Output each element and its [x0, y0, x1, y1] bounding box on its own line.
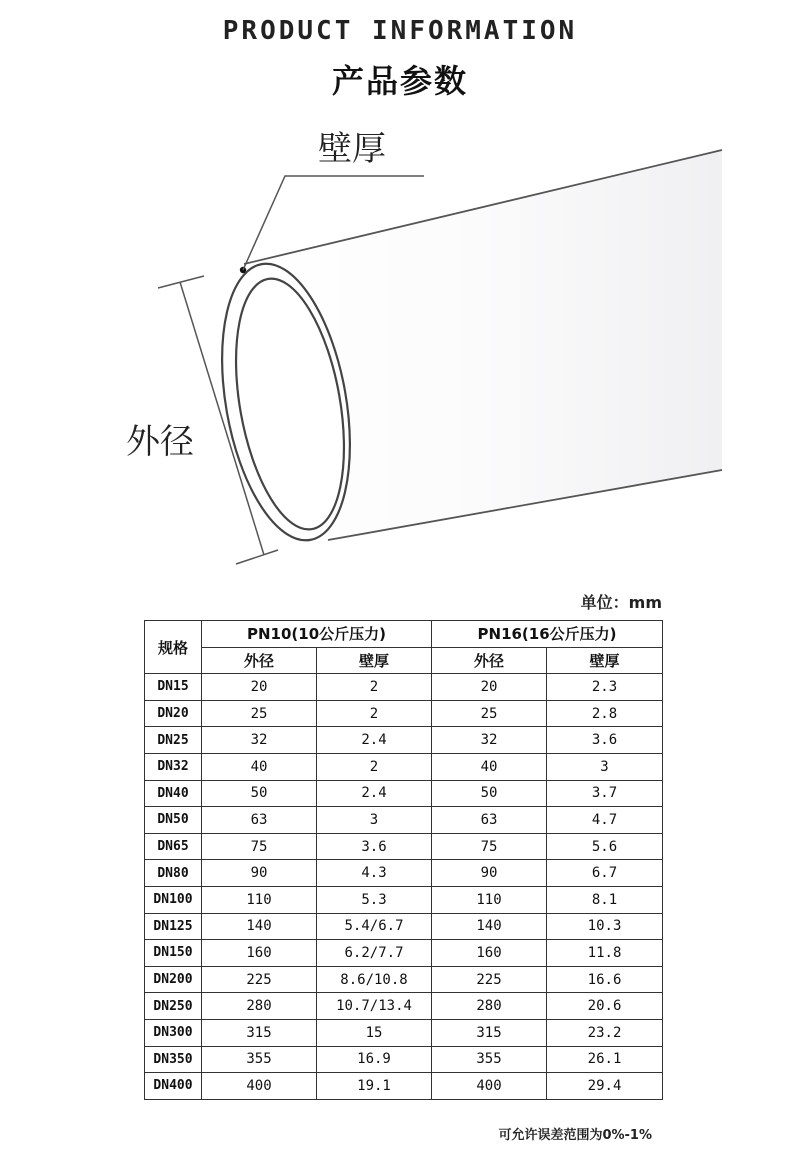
spec-table [144, 620, 663, 1100]
pn10-od-cell: 63 [202, 807, 317, 834]
pn16-wall-cell: 16.6 [547, 966, 663, 993]
table-row [145, 913, 663, 940]
pn16-wall-cell: 11.8 [547, 940, 663, 967]
pn10-od-cell: 40 [202, 753, 317, 780]
spec-cell: DN125 [145, 913, 202, 940]
spec-cell: DN15 [145, 674, 202, 701]
table-row [145, 753, 663, 780]
spec-cell: DN50 [145, 807, 202, 834]
tolerance-note: 可允许误差范围为0%-1% [498, 1128, 652, 1143]
pn16-od-cell: 50 [432, 780, 547, 807]
table-row [145, 860, 663, 887]
pn10-od-header: 外径 [202, 647, 317, 674]
pn16-wall-cell: 2.3 [547, 674, 663, 701]
pn10-wall-cell: 2 [317, 674, 432, 701]
table-row [145, 833, 663, 860]
table-row [145, 780, 663, 807]
spec-cell: DN25 [145, 727, 202, 754]
spec-cell: DN200 [145, 966, 202, 993]
spec-cell: DN20 [145, 700, 202, 727]
pn10-od-cell: 140 [202, 913, 317, 940]
title-chinese: 产品参数 [331, 62, 468, 100]
pn16-wall-cell: 2.8 [547, 700, 663, 727]
spec-cell: DN350 [145, 1046, 202, 1073]
pn10-od-cell: 25 [202, 700, 317, 727]
pn16-od-cell: 63 [432, 807, 547, 834]
pn10-wall-header: 壁厚 [317, 647, 432, 674]
pn16-header: PN16(16公斤压力) [432, 621, 663, 648]
spec-cell: DN400 [145, 1073, 202, 1100]
pn16-wall-cell: 10.3 [547, 913, 663, 940]
table-row [145, 807, 663, 834]
table-row [145, 886, 663, 913]
pn10-od-cell: 20 [202, 674, 317, 701]
pn16-wall-cell: 26.1 [547, 1046, 663, 1073]
pn10-wall-cell: 6.2/7.7 [317, 940, 432, 967]
pn10-wall-cell: 4.3 [317, 860, 432, 887]
od-tick-bottom [236, 550, 278, 564]
pn10-od-cell: 50 [202, 780, 317, 807]
pn10-od-cell: 160 [202, 940, 317, 967]
pn10-od-cell: 400 [202, 1073, 317, 1100]
pn16-wall-cell: 5.6 [547, 833, 663, 860]
table-row [145, 966, 663, 993]
pn16-wall-cell: 20.6 [547, 993, 663, 1020]
pn10-wall-cell: 8.6/10.8 [317, 966, 432, 993]
pn10-od-cell: 75 [202, 833, 317, 860]
pn16-od-header: 外径 [432, 647, 547, 674]
pn16-od-cell: 110 [432, 886, 547, 913]
pn10-wall-cell: 15 [317, 1019, 432, 1046]
pn10-wall-cell: 3.6 [317, 833, 432, 860]
pn10-wall-cell: 10.7/13.4 [317, 993, 432, 1020]
pn10-wall-cell: 19.1 [317, 1073, 432, 1100]
pn10-od-cell: 32 [202, 727, 317, 754]
pn10-od-cell: 280 [202, 993, 317, 1020]
pn10-wall-cell: 16.9 [317, 1046, 432, 1073]
pn16-od-cell: 355 [432, 1046, 547, 1073]
pn10-wall-cell: 3 [317, 807, 432, 834]
pn16-od-cell: 75 [432, 833, 547, 860]
pn10-wall-cell: 2.4 [317, 727, 432, 754]
table-row [145, 993, 663, 1020]
pn16-wall-cell: 29.4 [547, 1073, 663, 1100]
table-row [145, 1046, 663, 1073]
table-row [145, 1019, 663, 1046]
pn16-wall-cell: 4.7 [547, 807, 663, 834]
pn10-wall-cell: 2.4 [317, 780, 432, 807]
spec-cell: DN250 [145, 993, 202, 1020]
spec-cell: DN65 [145, 833, 202, 860]
pn16-wall-cell: 6.7 [547, 860, 663, 887]
pn10-wall-cell: 5.3 [317, 886, 432, 913]
pn16-od-cell: 315 [432, 1019, 547, 1046]
wall-thickness-label: 壁厚 [318, 129, 386, 169]
pn16-od-cell: 32 [432, 727, 547, 754]
pn16-od-cell: 20 [432, 674, 547, 701]
table-row [145, 1073, 663, 1100]
pn10-wall-cell: 2 [317, 753, 432, 780]
spec-cell: DN150 [145, 940, 202, 967]
pn16-wall-cell: 3.6 [547, 727, 663, 754]
pn10-od-cell: 355 [202, 1046, 317, 1073]
pn10-od-cell: 225 [202, 966, 317, 993]
spec-cell: DN100 [145, 886, 202, 913]
pn10-od-cell: 110 [202, 886, 317, 913]
table-row [145, 727, 663, 754]
table-row [145, 700, 663, 727]
spec-cell: DN300 [145, 1019, 202, 1046]
unit-label: 单位：mm [580, 593, 662, 612]
pn16-od-cell: 400 [432, 1073, 547, 1100]
pn10-header: PN10(10公斤压力) [202, 621, 432, 648]
pn10-od-cell: 315 [202, 1019, 317, 1046]
pn16-od-cell: 280 [432, 993, 547, 1020]
table-row [145, 940, 663, 967]
spec-cell: DN80 [145, 860, 202, 887]
pn10-wall-cell: 5.4/6.7 [317, 913, 432, 940]
pn16-wall-cell: 3.7 [547, 780, 663, 807]
spec-table-body [145, 674, 663, 1100]
outer-diameter-label: 外径 [126, 422, 194, 462]
spec-cell: DN32 [145, 753, 202, 780]
pn16-wall-cell: 8.1 [547, 886, 663, 913]
pn16-wall-header: 壁厚 [547, 647, 663, 674]
pn16-od-cell: 90 [432, 860, 547, 887]
pn16-od-cell: 40 [432, 753, 547, 780]
spec-header: 规格 [145, 621, 202, 674]
pipe-diagram [0, 100, 800, 590]
table-row [145, 674, 663, 701]
spec-cell: DN40 [145, 780, 202, 807]
pn16-wall-cell: 23.2 [547, 1019, 663, 1046]
pn16-od-cell: 140 [432, 913, 547, 940]
pn16-wall-cell: 3 [547, 753, 663, 780]
pn16-od-cell: 160 [432, 940, 547, 967]
pn16-od-cell: 225 [432, 966, 547, 993]
pn16-od-cell: 25 [432, 700, 547, 727]
pn10-od-cell: 90 [202, 860, 317, 887]
title-english: PRODUCT INFORMATION [222, 16, 578, 46]
pn10-wall-cell: 2 [317, 700, 432, 727]
